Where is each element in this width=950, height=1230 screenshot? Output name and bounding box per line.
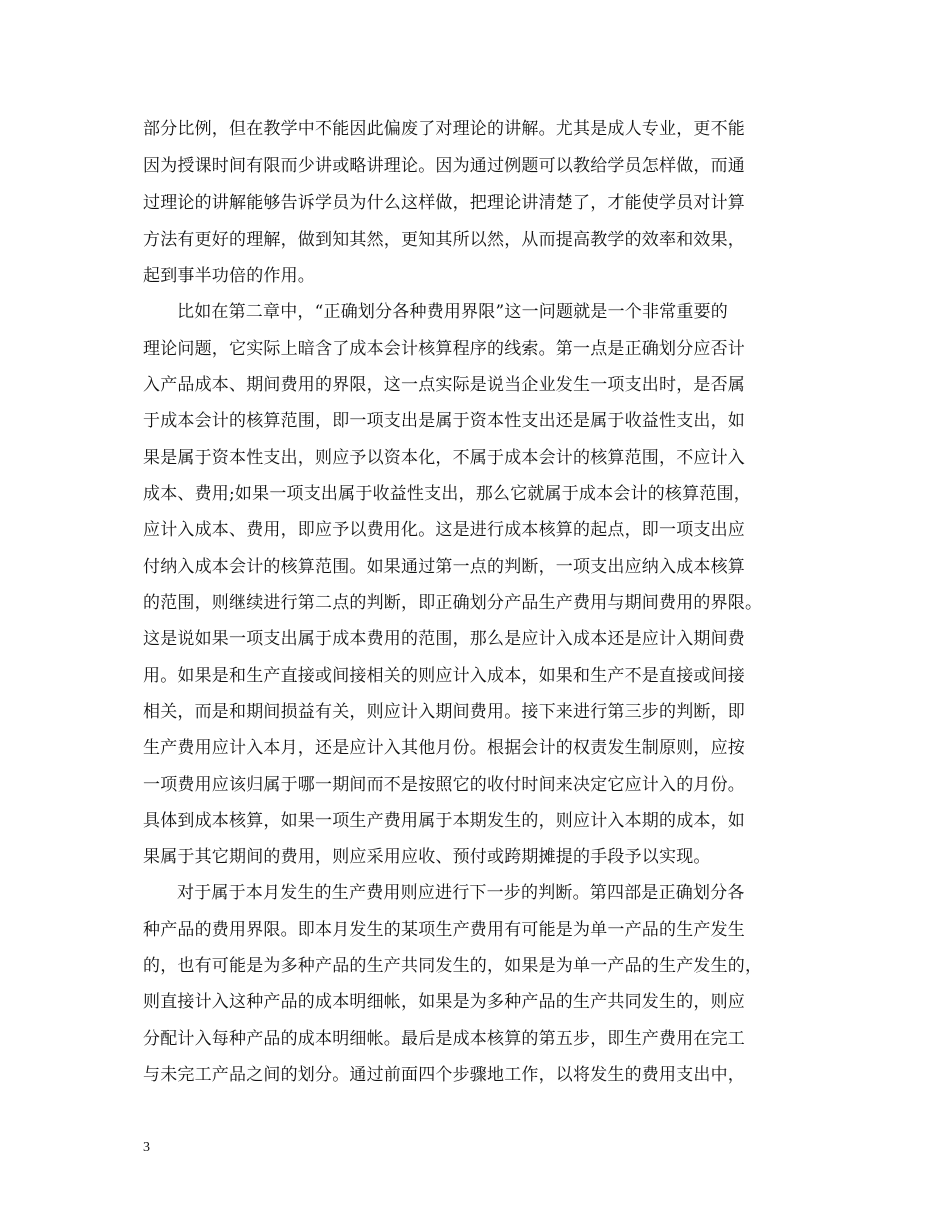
text-line: 起到事半功倍的作用。 xyxy=(143,266,315,286)
text-line: 比如在第二章中，“正确划分各种费用界限”这一问题就是一个非常重要的 xyxy=(177,302,728,322)
text-line: 种产品的费用界限。即本月发生的某项生产费用有可能是为单一产品的生产发生 xyxy=(143,920,745,940)
text-line: 应计入成本、费用，即应予以费用化。这是进行成本核算的起点，即一项支出应 xyxy=(143,520,745,540)
text-line: 因为授课时间有限而少讲或略讲理论。因为通过例题可以教给学员怎样做，而通 xyxy=(143,156,745,176)
text-line: 成本、费用;如果一项支出属于收益性支出，那么它就属于成本会计的核算范围， xyxy=(143,484,751,504)
text-line: 与未完工产品之间的划分。通过前面四个步骤地工作，以将发生的费用支出中， xyxy=(143,1065,745,1085)
text-line: 分配计入每种产品的成本明细帐。最后是成本核算的第五步，即生产费用在完工 xyxy=(143,1029,745,1049)
text-line: 则直接计入这种产品的成本明细帐，如果是为多种产品的生产共同发生的，则应 xyxy=(143,992,745,1012)
text-line: 的范围，则继续进行第二点的判断，即正确划分产品生产费用与期间费用的界限。 xyxy=(143,593,763,613)
text-line: 对于属于本月发生的生产费用则应进行下一步的判断。第四部是正确划分各 xyxy=(177,883,745,903)
text-line: 生产费用应计入本月，还是应计入其他月份。根据会计的权责发生制原则，应按 xyxy=(143,738,745,758)
text-line: 具体到成本核算，如果一项生产费用属于本期发生的，则应计入本期的成本，如 xyxy=(143,811,745,831)
text-line: 的，也有可能是为多种产品的生产共同发生的，如果是为单一产品的生产发生的， xyxy=(143,956,763,976)
text-line: 部分比例，但在教学中不能因此偏废了对理论的讲解。尤其是成人专业，更不能 xyxy=(143,119,745,139)
text-line: 于成本会计的核算范围，即一项支出是属于资本性支出还是属于收益性支出，如 xyxy=(143,411,745,431)
text-line: 一项费用应该归属于哪一期间而不是按照它的收付时间来决定它应计入的月份。 xyxy=(143,775,745,795)
page-number: 3 xyxy=(143,1140,150,1155)
text-line: 这是说如果一项支出属于成本费用的范围，那么是应计入成本还是应计入期间费 xyxy=(143,629,745,649)
text-line: 相关，而是和期间损益有关，则应计入期间费用。接下来进行第三步的判断，即 xyxy=(143,702,745,722)
text-line: 方法有更好的理解，做到知其然，更知其所以然，从而提高教学的效率和效果， xyxy=(143,230,745,250)
text-line: 果属于其它期间的费用，则应采用应收、预付或跨期摊提的手段予以实现。 xyxy=(143,847,711,867)
text-line: 理论问题，它实际上暗含了成本会计核算程序的线索。第一点是正确划分应否计 xyxy=(143,339,745,359)
text-line: 过理论的讲解能够告诉学员为什么这样做，把理论讲清楚了，才能使学员对计算 xyxy=(143,193,745,213)
text-line: 付纳入成本会计的核算范围。如果通过第一点的判断，一项支出应纳入成本核算 xyxy=(143,557,745,577)
text-line: 果是属于资本性支出，则应予以资本化，不属于成本会计的核算范围，不应计入 xyxy=(143,448,745,468)
text-line: 入产品成本、期间费用的界限，这一点实际是说当企业发生一项支出时，是否属 xyxy=(143,375,745,395)
text-line: 用。如果是和生产直接或间接相关的则应计入成本，如果和生产不是直接或间接 xyxy=(143,666,745,686)
